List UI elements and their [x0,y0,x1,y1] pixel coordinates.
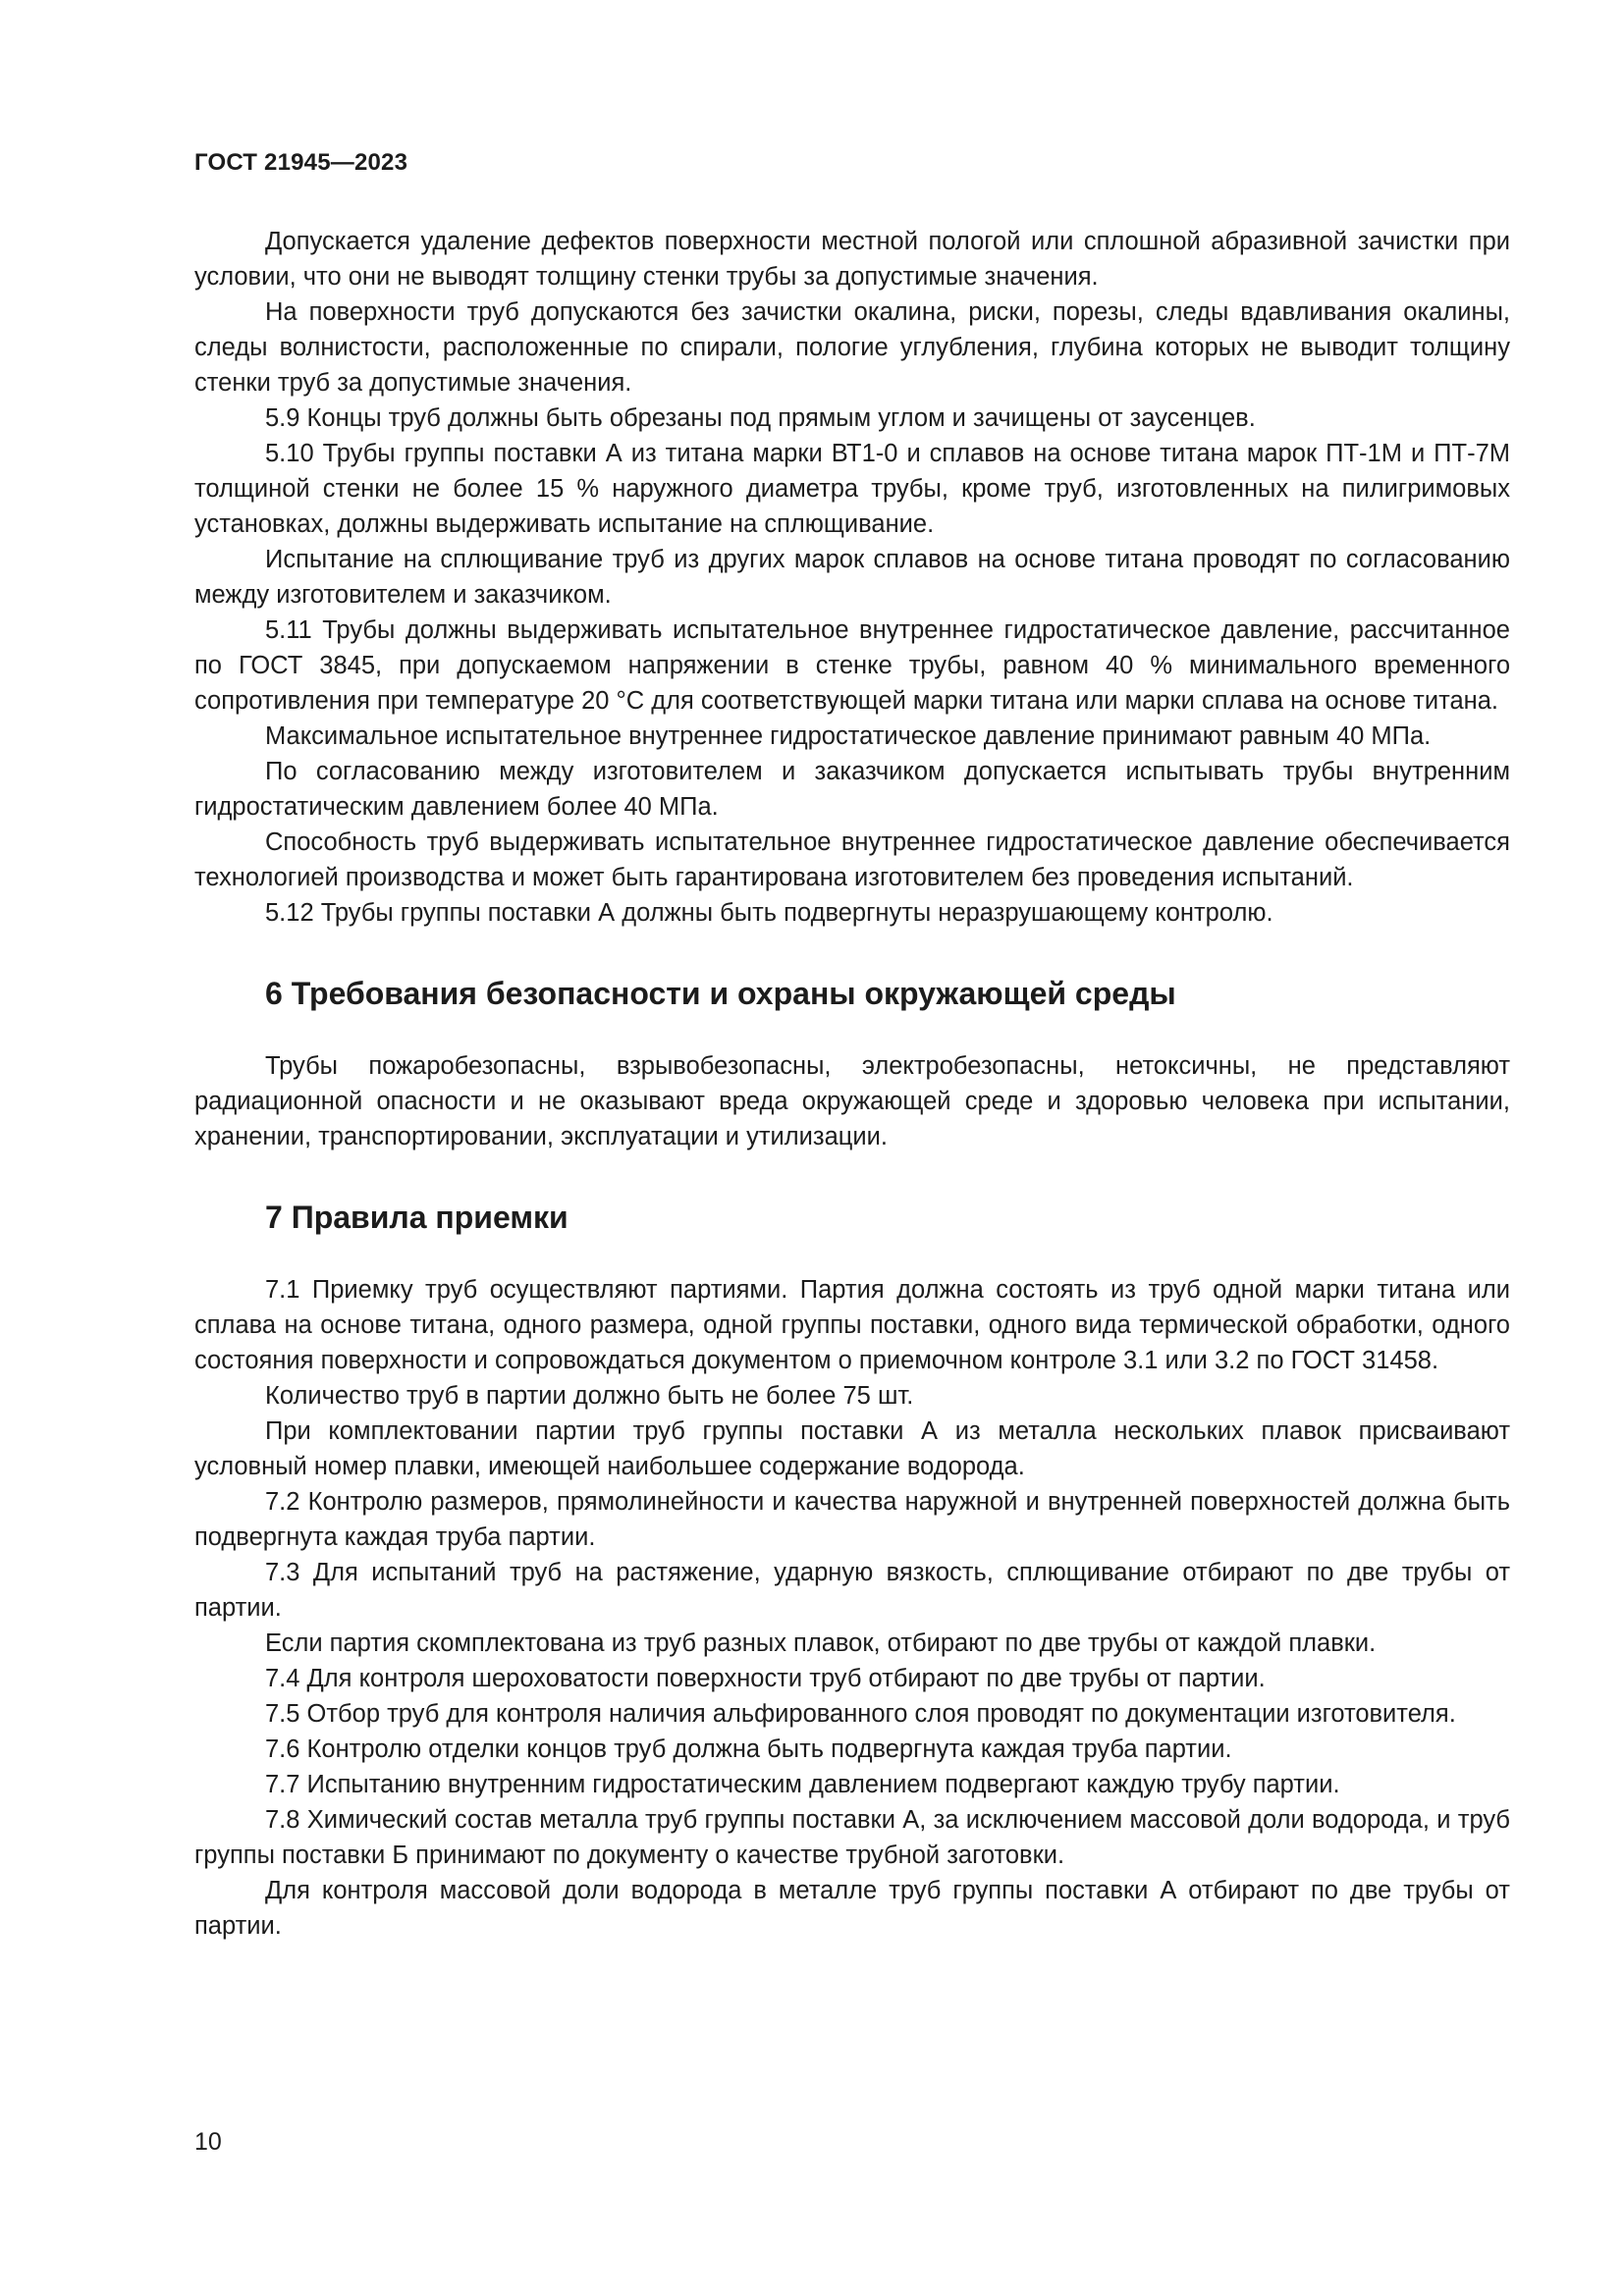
clause-7-1: 7.1 Приемку труб осуществляют партиями. Партия должна состоять из труб одной марки титана или сплава на основе титана, одного размера, одной группы поставки, одного вида термической обработки, одного состояния поверхности и сопровождаться документом о приемочном контроле 3.1 или 3.2 по ГОСТ 31458. [194,1276,1510,1374]
paragraph: При комплектовании партии труб группы поставки А из металла нескольких плавок присваивают условный номер плавки, имеющей наибольшее содержание водорода. [194,1417,1510,1480]
clause-7-6: 7.6 Контролю отделки концов труб должна быть подвергнута каждая труба партии. [265,1735,1232,1763]
running-header: ГОСТ 21945—2023 [194,149,408,176]
body-text [194,224,1510,1944]
section-6-text: Трубы пожаробезопасны, взрывобезопасны, электробезопасны, нетоксичны, не представляют радиационной опасности и не оказывают вреда окружающей среде и здоровью человека при испытании, хранении, транспортировании, эксплуатации и утилизации. [194,1052,1510,1150]
paragraph: По согласованию между изготовителем и заказчиком допускается испытывать трубы внутренним гидростатическим давлением более 40 МПа. [194,758,1510,821]
clause-7-8: 7.8 Химический состав металла труб группы поставки А, за исключением массовой доли водорода, и труб группы поставки Б принимают по документу о качестве трубной заготовки. [194,1806,1510,1869]
clause-7-2: 7.2 Контролю размеров, прямолинейности и качества наружной и внутренней поверхностей должна быть подвергнута каждая труба партии. [194,1488,1510,1551]
page-number: 10 [194,2128,222,2156]
paragraph: Способность труб выдерживать испытательное внутреннее гидростатическое давление обеспечивается технологией производства и может быть гарантирована изготовителем без проведения испытаний. [194,828,1510,891]
paragraph: Максимальное испытательное внутреннее гидростатическое давление принимают равным 40 МПа. [265,722,1432,750]
paragraph: Допускается удаление дефектов поверхности местной пологой или сплошной абразивной зачистки при условии, что они не выводят толщину стенки трубы за допустимые значения. [194,228,1510,291]
paragraph: Для контроля массовой доли водорода в металле труб группы поставки А отбирают по две трубы от партии. [194,1877,1510,1940]
clause-7-4: 7.4 Для контроля шероховатости поверхности труб отбирают по две трубы от партии. [265,1665,1266,1692]
clause-5-9: 5.9 Концы труб должны быть обрезаны под прямым углом и зачищены от заусенцев. [265,404,1256,432]
section-6-heading: 6 Требования безопасности и охраны окружающей среды [265,976,1176,1011]
paragraph: Количество труб в партии должно быть не более 75 шт. [265,1382,914,1410]
clause-5-10: 5.10 Трубы группы поставки А из титана марки ВТ1-0 и сплавов на основе титана марок ПТ-1М и ПТ-7М толщиной стенки не более 15 % наружного диаметра трубы, кроме труб, изготовленных на пилигримовых установках, должны выдерживать испытание на сплющивание. [194,440,1510,538]
section-7-heading: 7 Правила приемки [265,1200,568,1235]
clause-5-12: 5.12 Трубы группы поставки А должны быть подвергнуты неразрушающему контролю. [265,899,1273,927]
paragraph: На поверхности труб допускаются без зачистки окалина, риски, порезы, следы вдавливания окалины, следы волнистости, расположенные по спирали, пологие углубления, глубина которых не выводит толщину стенки труб за допустимые значения. [194,298,1510,397]
clause-7-7: 7.7 Испытанию внутренним гидростатическим давлением подвергают каждую трубу партии. [265,1771,1340,1798]
clause-5-11: 5.11 Трубы должны выдерживать испытательное внутреннее гидростатическое давление, рассчитанное по ГОСТ 3845, при допускаемом напряжении в стенке трубы, равном 40 % минимального временного сопротивления при температуре 20 °С для соответствующей марки титана или марки сплава на основе титана. [194,616,1510,715]
clause-7-5: 7.5 Отбор труб для контроля наличия альфированного слоя проводят по документации изготовителя. [265,1700,1456,1728]
clause-7-3: 7.3 Для испытаний труб на растяжение, ударную вязкость, сплющивание отбирают по две трубы от партии. [194,1559,1510,1622]
paragraph: Если партия скомплектована из труб разных плавок, отбирают по две трубы от каждой плавки. [265,1629,1377,1657]
paragraph: Испытание на сплющивание труб из других марок сплавов на основе титана проводят по согласованию между изготовителем и заказчиком. [194,546,1510,609]
